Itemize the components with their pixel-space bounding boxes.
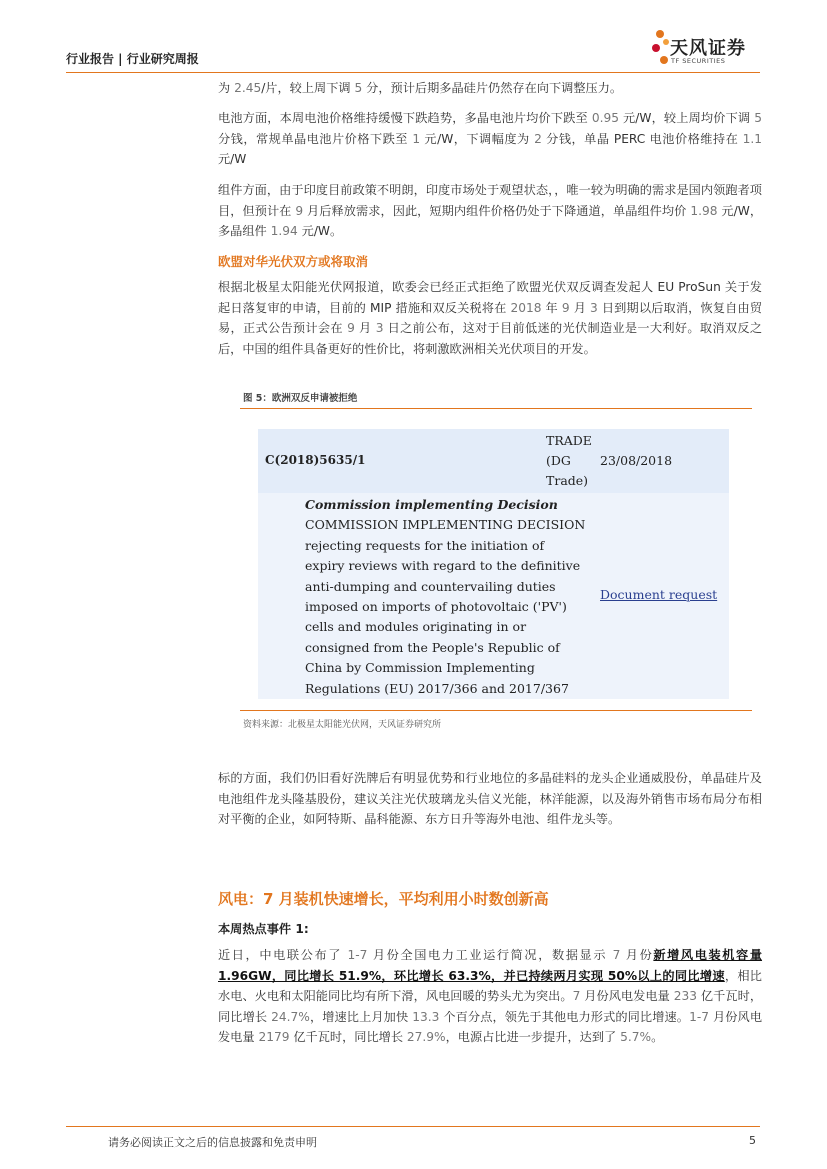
section-title-eu: 欧盟对华光伏双方或将取消 (218, 254, 369, 269)
figure-bottom-rule (240, 710, 752, 711)
hot-event-label: 本周热点事件 1: (218, 922, 309, 936)
logo-name-en: TF SECURITIES (671, 57, 726, 65)
header-rule (66, 72, 760, 73)
page-number: 5 (749, 1134, 756, 1147)
paragraph-modules: 组件方面，由于印度目前政策不明朗，印度市场处于观望状态，，唯一较为明确的需求是国内领跑者项目，但预计在 9 月后释放需求，因此，短期内组件价格仍处于下降通道，单晶组件均价 1.98 元/W，多晶组件 1.94 元/W。 (218, 183, 763, 238)
logo-name-cn: 天风证券 (670, 38, 746, 59)
figure-top-rule (240, 408, 752, 409)
footer-disclaimer: 请务必阅读正文之后的信息披露和免责申明 (108, 1136, 317, 1149)
figure-decision-text: Commission implementing Decision COMMISSION IMPLEMENTING DECISION rejecting requests for the initiation of expiry reviews with regard to the definitive anti-dumping and countervailing duties imposed on imports of photovoltaic ('PV') cells and modules originating in or consigned from the People's Republic of China by Commission Implementing Regulations (EU) 2017/366 and 2017/367 (305, 497, 586, 696)
paragraph-wind-power: 近日，中电联公布了 1-7 月份全国电力工业运行简况，数据显示 7 月份新增风电装机容量 1.96GW，同比增长 51.9%，环比增长 63.3%，并已持续两月实现 50%以上的同比增速，相比水电、火电和太阳能同比均有所下滑，风电回暖的势头尤为突出。7 月份风电发电量 233 亿千瓦时，同比增长 24.7%，增速比上月加快 13.3 个百分点，领先于其他电力形式的同比增速。1-7 月份风电发电量 2179 亿千瓦时，同比增长 27.9%，电源占比进一步提升，达到了 5.7%。 (218, 948, 763, 1044)
document-request-link[interactable]: Document request (600, 587, 718, 602)
section-title-wind: 风电：7 月装机快速增长，平均利用小时数创新高 (218, 890, 549, 908)
report-header-label: 行业报告 | 行业研究周报 (66, 52, 199, 66)
paragraph-stock-picks: 标的方面，我们仍旧看好洗牌后有明显优势和行业地位的多晶硅料的龙头企业通威股份，单晶硅片及电池组件龙头隆基股份，建议关注光伏玻璃龙头信义光能，林洋能源，以及海外销售市场布局分布相对平衡的企业，如阿特斯、晶科能源、东方日升等海外电池、组件龙头等。 (218, 771, 762, 826)
figure-caption: 图 5：欧洲双反申请被拒绝 (243, 393, 358, 404)
figure-source: 资料来源：北极星太阳能光伏网，天风证券研究所 (243, 720, 442, 730)
figure-document-screenshot (258, 429, 729, 699)
figure-date: 23/08/2018 (600, 453, 673, 468)
paragraph-cells: 电池方面，本周电池价格维持缓慢下跌趋势，多晶电池片均价下跌至 0.95 元/W，较上周均价下调 5 分钱，常规单晶电池片价格下跌至 1 元/W，下调幅度为 2 分钱，单晶 PERC 电池价格维持在 1.1 元/W (218, 111, 763, 166)
paragraph-silicon-wafer: 为 2.45/片，较上周下调 5 分，预计后期多晶硅片仍然存在向下调整压力。 (218, 81, 623, 95)
paragraph-eu-news: 根据北极星太阳能光伏网报道，欧委会已经正式拒绝了欧盟光伏双反调查发起人 EU ProSun 关于发起日落复审的申请，目前的 MIP 措施和双反关税将在 2018 年 9 月 3 日到期以后取消，恢复自由贸易，正式公告预计会在 9 月 3 日之前公布，这对于目前低迷的光伏制造业是一大利好。取消双反之后，中国的组件具备更好的性价比，将刺激欧洲相关光伏项目的开发。 (218, 280, 763, 356)
figure-trade-cell: TRADE (DG Trade) (546, 433, 592, 488)
footer-rule (66, 1126, 760, 1127)
figure-doc-id: C(2018)5635/1 (265, 453, 366, 467)
